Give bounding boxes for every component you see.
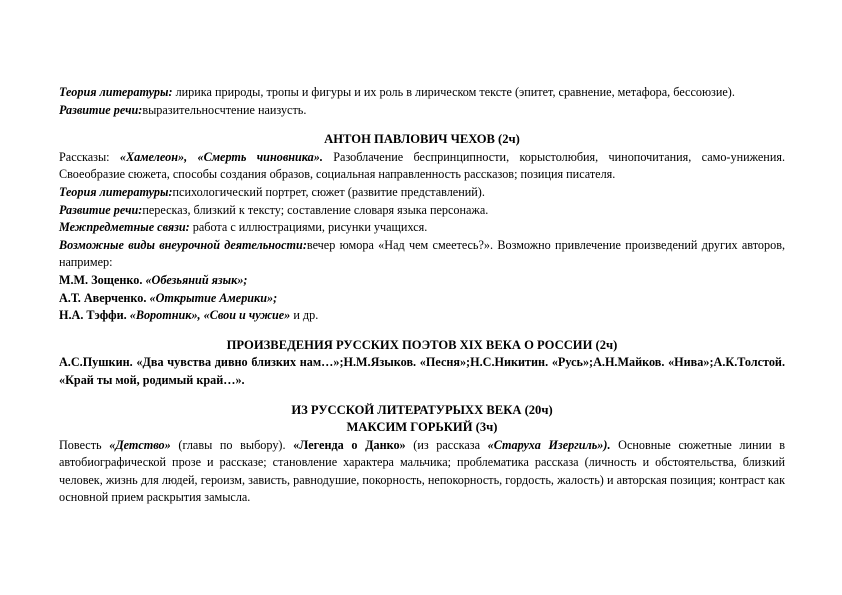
- gorky-prefix: Повесть: [59, 437, 110, 452]
- zoshchenko-author: М.М. Зощенко.: [59, 272, 146, 287]
- teffi-line: [59, 307, 785, 325]
- gorky-heading-2: МАКСИМ ГОРЬКИЙ (3ч): [346, 420, 498, 435]
- teffi-author: Н.А. Тэффи.: [59, 308, 130, 323]
- gorky-heading-1: ИЗ РУССКОЙ ЛИТЕРАТУРЫХХ ВЕКА (20ч): [291, 402, 553, 417]
- speech-paragraph: [59, 102, 785, 120]
- theory-label: Теория литературы:: [59, 85, 173, 99]
- speech-label: Развитие речи:: [59, 102, 143, 117]
- zoshchenko-work: «Обезьяний язык»;: [145, 272, 248, 287]
- averchenko-author: А.Т. Аверченко.: [59, 290, 150, 305]
- gorky-text: Основные сюжетные линии в автобиографической прозе и рассказе; становление характера мальчика; проблематика рассказа (личность и обстоятельства, близкий человек, жизнь для людей, героизм, зависть, равнодушие, покорность, непокорность, гордость, жалость) и авторская позиция; контраст как основной прием раскрытия замысла.: [59, 437, 785, 505]
- chekhov-heading: АНТОН ПАВЛОВИЧ ЧЕХОВ (2ч): [324, 132, 520, 147]
- poets-text: А.С.Пушкин. «Два чувства дивно близких нам…»;Н.М.Языков. «Песня»;Н.С.Никитин. «Русь»;А.Н.Майков. «Нива»;А.К.Толстой. «Край ты мой, родимый край…».: [59, 355, 785, 387]
- chekhov-stories: [59, 149, 785, 184]
- averchenko-line: [59, 290, 785, 308]
- gorky-mid-1: (главы по выбору).: [170, 437, 294, 452]
- speech-text: выразительносчтение наизусть.: [142, 102, 307, 117]
- chekhov-links-text: работа с иллюстрациями, рисунки учащихся.: [189, 220, 428, 235]
- chekhov-extra-text: вечер юмора «Над чем смеетесь?». Возможно привлечение произведений других авторов, например:: [59, 237, 785, 270]
- chekhov-links-label: Межпредметные связи:: [59, 220, 190, 235]
- gorky-mid-2: (из рассказа: [405, 437, 488, 452]
- chekhov-speech: [59, 202, 785, 220]
- chekhov-speech-label: Развитие речи:: [59, 202, 143, 217]
- chekhov-theory-label: Теория литературы:: [59, 184, 173, 199]
- zoshchenko-line: [59, 272, 785, 290]
- chekhov-speech-text: пересказ, близкий к тексту; составление словаря языка персонажа.: [142, 202, 489, 217]
- theory-paragraph: [59, 84, 785, 102]
- poets-heading: ПРОИЗВЕДЕНИЯ РУССКИХ ПОЭТОВ XIX ВЕКА О РОССИИ (2ч): [226, 337, 618, 352]
- gorky-paragraph: [59, 437, 785, 507]
- chekhov-extra-label: Возможные виды внеурочной деятельности:: [59, 237, 307, 252]
- stories-works: «Хамелеон», «Смерть чиновника».: [119, 149, 323, 164]
- gorky-work-3: «Старуха Изергиль»).: [487, 437, 611, 452]
- chekhov-theory: [59, 184, 785, 202]
- averchenko-work: «Открытие Америки»;: [149, 290, 278, 305]
- chekhov-links: [59, 219, 785, 237]
- chekhov-theory-text: психологический портрет, сюжет (развитие представлений).: [172, 184, 485, 199]
- stories-text: Разоблачение беспринципности, корыстолюбия, чинопочитания, само-унижения. Своеобразие сюжета, способы создания образов, социальная направленность рассказов; позиция писателя.: [59, 149, 785, 182]
- teffi-tail: и др.: [290, 308, 319, 323]
- gorky-work-1: «Детство»: [109, 437, 171, 452]
- chekhov-extra: [59, 237, 785, 272]
- gorky-work-2: «Легенда о Данко»: [293, 437, 406, 452]
- document-page: [59, 84, 785, 507]
- stories-prefix: Рассказы:: [59, 149, 120, 164]
- teffi-work: «Воротник», «Свои и чужие»: [129, 308, 291, 323]
- theory-text: лирика природы, тропы и фигуры и их роль в лирическом тексте (эпитет, сравнение, метафора, бессоюзие).: [172, 85, 735, 99]
